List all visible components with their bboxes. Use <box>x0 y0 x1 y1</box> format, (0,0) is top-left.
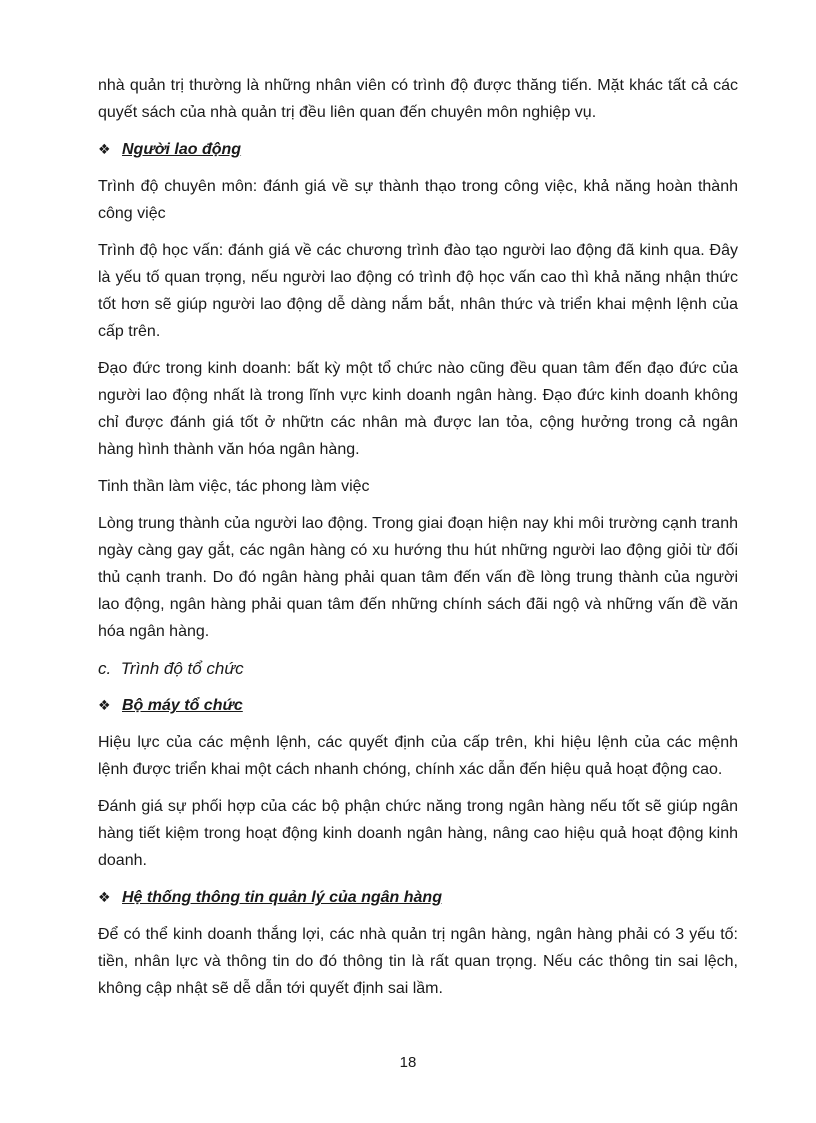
diamond-bullet-icon: ❖ <box>98 697 111 713</box>
worker-paragraph-education: Trình độ học vấn: đánh giá về các chương trình đào tạo người lao động đã kinh qua. Đây là yếu tố quan trọng, nếu người lao động có trình độ học vấn cao thì khả năng nhận thức tốt hơn sẽ giúp người lao động dễ dàng nắm bắt, nhân thức và triển khai mệnh lệnh của cấp trên. <box>98 242 738 340</box>
org-paragraph-effectiveness: Hiệu lực của các mệnh lệnh, các quyết định của cấp trên, khi hiệu lệnh của các mệnh lệnh được triển khai một cách nhanh chóng, chính xác dẫn đến hiệu quả hoạt động cao. <box>98 734 738 778</box>
org-paragraph-coordination: Đánh giá sự phối hợp của các bộ phận chức năng trong ngân hàng nếu tốt sẽ giúp ngân hàng tiết kiệm trong hoạt động kinh doanh ngân hàng, nâng cao hiệu quả hoạt động kinh doanh. <box>98 798 738 869</box>
document-page <box>98 72 738 1012</box>
heading-info <box>98 884 738 911</box>
worker-paragraph-ethics: Đạo đức trong kinh doanh: bất kỳ một tổ chức nào cũng đều quan tâm đến đạo đức của người lao động nhất là trong lĩnh vực kinh doanh ngân hàng. Đạo đức kinh doanh không chỉ được đánh giá tốt ở nhữtn các nhân mà được lan tỏa, cộng hưởng trong cả ngân hàng hình thành văn hóa ngân hàng. <box>98 360 738 458</box>
heading-worker <box>98 136 738 163</box>
heading-org <box>98 692 738 719</box>
subsection-title: Trình độ tổ chức <box>120 659 244 678</box>
worker-paragraph-expertise: Trình độ chuyên môn: đánh giá về sự thành thạo trong công việc, khả năng hoàn thành công việc <box>98 178 738 222</box>
diamond-bullet-icon: ❖ <box>98 141 111 157</box>
worker-paragraph-spirit: Tinh thần làm việc, tác phong làm việc <box>98 478 370 495</box>
diamond-bullet-icon: ❖ <box>98 889 111 905</box>
worker-paragraph-loyalty: Lòng trung thành của người lao động. Trong giai đoạn hiện nay khi môi trường cạnh tranh ngày càng gay gắt, các ngân hàng có xu hướng thu hút những người lao động giỏi từ đối thủ cạnh tranh. Do đó ngân hàng phải quan tâm đến vấn đề lòng trung thành của người lao động, ngân hàng phải quan tâm đến những chính sách đãi ngộ và những vấn đề văn hóa ngân hàng. <box>98 515 738 640</box>
page-number: 18 <box>399 1054 417 1071</box>
heading-org-text: Bộ máy tổ chức <box>122 697 243 714</box>
heading-info-text: Hệ thống thông tin quản lý của ngân hàng <box>122 889 442 906</box>
subsection-letter: c. <box>98 659 112 678</box>
heading-worker-text: Người lao động <box>122 141 242 158</box>
intro-paragraph: nhà quản trị thường là những nhân viên có trình độ được thăng tiến. Mặt khác tất cả các quyết sách của nhà quản trị đều liên quan đến chuyên môn nghiệp vụ. <box>98 77 738 121</box>
info-paragraph: Để có thể kinh doanh thắng lợi, các nhà quản trị ngân hàng, ngân hàng phải có 3 yếu tố: tiền, nhân lực và thông tin do đó thông tin là rất quan trọng. Nếu các thông tin sai lệch, không cập nhật sẽ dễ dẫn tới quyết định sai lầm. <box>98 926 738 997</box>
subsection-heading-c <box>98 655 738 682</box>
